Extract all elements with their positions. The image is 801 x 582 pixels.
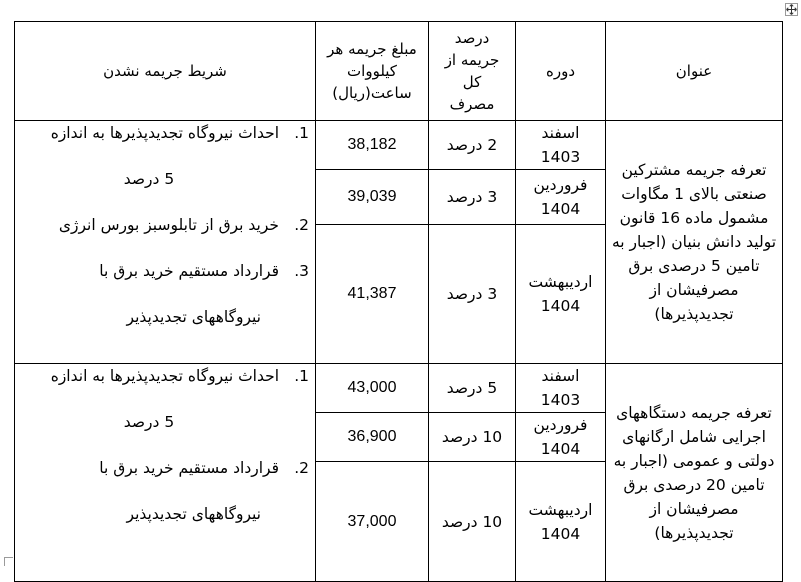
tariff-title-cell: تعرفه جریمه دستگاههای اجرایی شامل ارگانهای دولتی و عمومی (اجبار به تامین 20 درصدی برق مصرفیشان از تجدیدپذیرها)	[606, 364, 783, 582]
table-row	[15, 364, 783, 413]
condition-item-continuation: نیروگاههای تجدیدپذیر	[126, 308, 261, 326]
condition-cell	[15, 364, 316, 582]
header-amount: مبلغ جریمه هر کیلووات ساعت(ریال)	[316, 22, 429, 121]
header-condition: شریط جریمه نشدن	[15, 22, 316, 121]
amount-cell: 41,387	[316, 225, 429, 364]
condition-item-continuation: 5 درصد	[123, 170, 175, 188]
percent-cell: 10 درصد	[429, 462, 516, 582]
percent-cell: 10 درصد	[429, 413, 516, 462]
period-cell: فروردین 1404	[516, 170, 606, 225]
period-cell: اردیبهشت 1404	[516, 225, 606, 364]
condition-item-continuation: 5 درصد	[123, 413, 175, 431]
percent-cell: 3 درصد	[429, 225, 516, 364]
period-cell: اردیبهشت 1404	[516, 462, 606, 582]
header-percent: درصد جریمه از کل مصرف	[429, 22, 516, 121]
condition-item: 1.احداث نیروگاه تجدیدپذیرها به اندازه	[50, 367, 309, 385]
table-header-row	[15, 22, 783, 121]
condition-item: 2.قرارداد مستقیم خرید برق با	[99, 459, 309, 477]
table-move-handle-icon[interactable]	[785, 3, 798, 16]
header-period: دوره	[516, 22, 606, 121]
period-cell: اسفند 1403	[516, 121, 606, 170]
amount-cell: 38,182	[316, 121, 429, 170]
tariff-title-cell: تعرفه جریمه مشترکین صنعتی بالای 1 مگاوات مشمول ماده 16 قانون تولید دانش بنیان (اجبار به تامین 5 درصدی برق مصرفیشان از تجدیدپذیرها)	[606, 121, 783, 364]
condition-item-continuation: نیروگاههای تجدیدپذیر	[126, 505, 261, 523]
amount-cell: 36,900	[316, 413, 429, 462]
condition-item: 1.احداث نیروگاه تجدیدپذیرها به اندازه	[50, 124, 309, 142]
condition-item: 3.قرارداد مستقیم خرید برق با	[99, 262, 309, 280]
amount-cell: 39,039	[316, 170, 429, 225]
percent-cell: 2 درصد	[429, 121, 516, 170]
condition-cell	[15, 121, 316, 364]
penalty-tariff-table	[14, 21, 783, 582]
table-row	[15, 121, 783, 170]
text-boundary-mark	[4, 557, 13, 566]
condition-item: 2.خرید برق از تابلوسبز بورس انرژی	[58, 216, 309, 234]
period-cell: فروردین 1404	[516, 413, 606, 462]
header-title: عنوان	[606, 22, 783, 121]
period-cell: اسفند 1403	[516, 364, 606, 413]
amount-cell: 43,000	[316, 364, 429, 413]
percent-cell: 5 درصد	[429, 364, 516, 413]
amount-cell: 37,000	[316, 462, 429, 582]
percent-cell: 3 درصد	[429, 170, 516, 225]
